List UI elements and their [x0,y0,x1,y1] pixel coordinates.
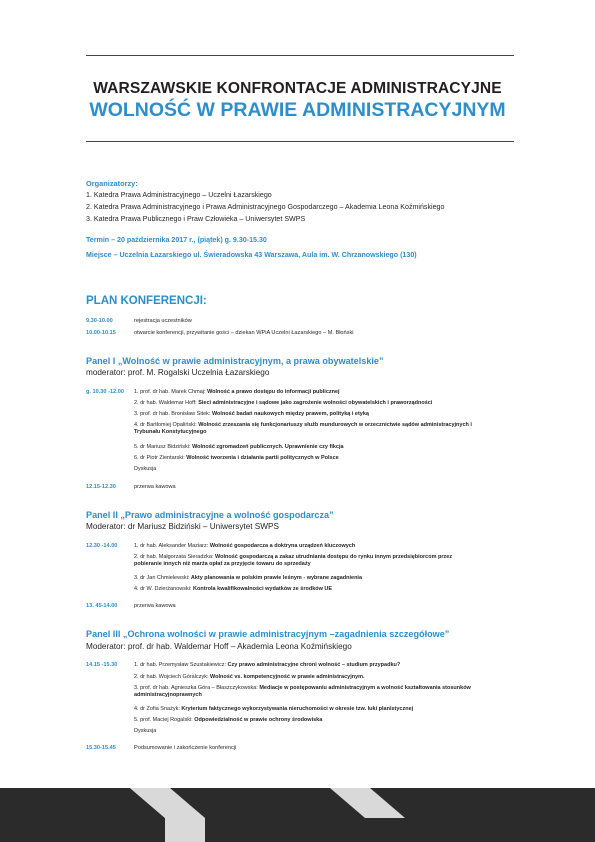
talk-topic: Sieci administracyjne i sądowe jako zagrożenie wolności obywatelskich i praworządności [198,400,433,406]
panel-1-title: Panel I „Wolność w prawie administracyjnym, a prawa obywatelskie” [86,356,384,366]
schedule-time: 13. 45-14.00 [86,603,118,609]
talk-speaker: 5. prof. Maciej Rogalski: [134,717,195,723]
talk-topic: Wolność zgromadzeń publicznych. Uprawnienie czy fikcja [192,444,344,450]
talk-speaker: 4. dr W. Dzierżanowski: [134,586,193,592]
panel-3-moderator: Moderator: prof. dr hab. Waldemar Hoff – Akademia Leona Koźmińskiego [86,642,352,651]
talk-item [134,662,519,669]
schedule-row [86,318,192,324]
talk-item [134,411,519,418]
panel-1-moderator: moderator: prof. M. Rogalski Uczelnia Łazarskiego [86,368,270,377]
schedule-row [86,484,176,490]
talk-item [134,444,519,451]
conference-title: WOLNOŚĆ W PRAWIE ADMINISTRACYJNYM [89,99,506,121]
talk-speaker: 2. dr hab. Waldemar Hoff: [134,400,199,406]
talk-speaker: 5. dr Mariusz Bidziński: [134,444,193,450]
talk-speaker: 2. dr hab. Małgorzata Sieradzka: [134,554,216,560]
talk-speaker: 6. dr Piotr Zientarski: [134,455,187,461]
top-rule [86,55,514,56]
talk-item [134,717,519,724]
talk-item [134,389,519,396]
title-rule [86,141,514,142]
panel-1-time: g. 10.30 -12.00 [86,389,124,395]
talk-topic: Kontrola kwalifikowalności wydatków ze środków UE [193,586,333,592]
plan-heading: PLAN KONFERENCJI: [86,295,207,307]
talk-topic: Wolność tworzenia i działania partii politycznych w Polsce [186,455,339,461]
schedule-desc: przerwa kawowa [134,484,176,490]
talk-item [134,554,479,568]
talk-topic: Wolność badań naukowych między prawem, polityką i etyką [211,411,369,417]
discussion-label: Dyskusja [134,728,157,734]
talk-speaker: 1. prof. dr hab. Marek Chmaj: [134,389,208,395]
conference-date: Termin – 20 października 2017 r., (piątek) g. 9.30-15.30 [86,236,267,244]
panel-2-time: 12.30 -14.00 [86,543,118,549]
talk-speaker: 1. dr hab. Przemysław Szustakiewicz: [134,662,228,668]
talk-item [134,543,519,550]
schedule-time: 10.00-10.15 [86,330,116,336]
talk-speaker: 4. dr Zofia Snażyk: [134,706,182,712]
conference-series-title: WARSZAWSKIE KONFRONTACJE ADMINISTRACYJNE [93,80,502,97]
panel-2-title: Panel II „Prawo administracyjne a wolność gospodarcza” [86,510,334,520]
talk-item [134,586,519,593]
schedule-desc: otwarcie konferencji, przywitanie gości – dziekan WPiA Uczelni Łazarskiego – M. Błoński [134,330,354,336]
talk-speaker: 1. dr hab. Aleksander Maziarz: [134,543,210,549]
talk-topic: Wolność gospodarczą a zakaz utrudniania dostępu do rynku innym przedsiębiorcom przez pobieranie innych niż marża opłat za przyjęcie towaru do sprzedaży [134,554,453,568]
schedule-desc: rejestracja uczestników [134,318,192,324]
schedule-row [86,745,236,751]
schedule-row [86,603,176,609]
talk-item [134,400,519,407]
talk-item [134,674,519,681]
talk-item [134,422,474,436]
schedule-desc: Podsumowanie i zakończenie konferencji [134,745,237,751]
talk-speaker: 3. prof. dr hab. Bronisław Sitek: [134,411,212,417]
organizers-heading: Organizatorzy: [86,179,138,188]
panel-3-time: 14.15 -15.30 [86,662,118,668]
organizers-list [86,190,444,225]
talk-speaker: 2. dr hab. Wojciech Góralczyk: [134,674,211,680]
talk-topic: Czy prawo administracyjne chroni wolność – studium przypadku? [227,662,401,668]
schedule-row [86,330,354,336]
footer-stripes [0,788,595,842]
panel-3-title: Panel III „Ochrona wolności w prawie administracyjnym –zagadnienia szczegółowe” [86,629,450,639]
talk-speaker: 4. dr Bartłomiej Opaliński: [134,422,199,428]
organizer-item: 1. Katedra Prawa Administracyjnego – Uczelni Łazarskiego [86,191,272,199]
talk-topic: Wolność a prawo dostępu do informacji publicznej [207,389,340,395]
talk-topic: Odpowiedzialność w prawie ochrony środowiska [194,717,323,723]
organizer-item: 2. Katedra Prawa Administracyjnego i Prawa Administracyjnego Gospodarczego – Akademia Leona Koźmińskiego [86,202,445,211]
schedule-time: 9.30-10.00 [86,318,113,324]
schedule-time: 15.30-15.45 [86,745,116,751]
talk-topic: Akty planowania w polskim prawie leśnym - wybrane zagadnienia [190,575,363,581]
organizer-item: 3. Katedra Prawa Publicznego i Praw Człowieka – Uniwersytet SWPS [86,214,306,223]
conference-venue: Miejsce – Uczelnia Łazarskiego ul. Świeradowska 43 Warszawa, Aula im. W. Chrzanowskiego (130) [86,251,417,259]
talk-topic: Wolność vs. kompetencyjność w prawie administracyjnym. [210,674,365,680]
footer-stripe-dark [365,818,405,842]
schedule-desc: przerwa kawowa [134,603,176,609]
talk-item [134,575,519,582]
footer-stripe-light [165,818,205,842]
schedule-time: 12.15-12.30 [86,484,116,490]
talk-topic: Wolność zrzeszania się funkcjonariuszy służb mundurowych w orzecznictwie sądów administracyjnych i Trybunału Konstytucyjnego [134,422,472,436]
talk-item [134,455,519,462]
talk-speaker: 3. dr Jan Chmielewski: [134,575,191,581]
talk-topic: Kryterium faktycznego wykorzystywania nieruchomości w okresie tzw. luki planistycznej [181,706,414,712]
discussion-label: Dyskusja [134,466,157,472]
talk-topic: Mediacje w postępowaniu administracyjnym a wolność kształtowania stosunków administracyjnoprawnych [134,685,471,699]
talk-item [134,685,474,699]
panel-2-moderator: Moderator: dr Mariusz Bidziński – Uniwersytet SWPS [86,522,279,531]
talk-item [134,706,519,713]
talk-topic: Wolność gospodarcza a doktryna urządzeń kluczowych [209,543,356,549]
talk-speaker: 3. prof. dr hab. Agnieszka Góra – Błaszczykowska: [134,685,260,691]
